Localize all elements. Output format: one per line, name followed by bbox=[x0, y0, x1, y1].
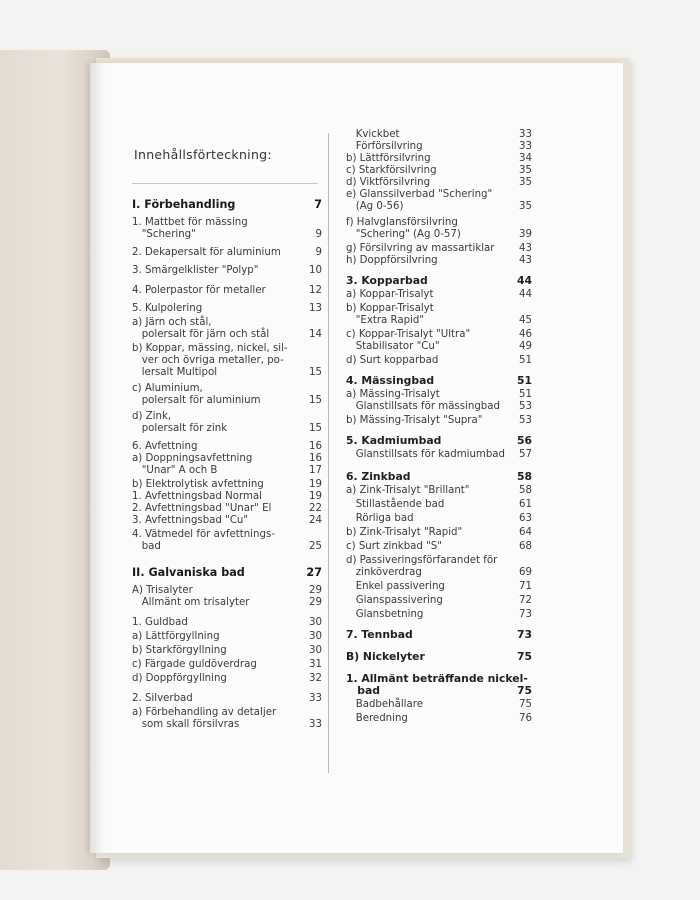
toc-entry-page: 63 bbox=[519, 513, 532, 524]
toc-entry-label: 4. Mässingbad bbox=[346, 374, 435, 387]
toc-entry-page: 64 bbox=[519, 527, 532, 538]
toc-entry-label: Allmänt om trisalyter bbox=[132, 597, 250, 608]
toc-entry-page: 25 bbox=[309, 541, 322, 552]
toc-entry-label: Glanstillsats för kadmiumbad bbox=[346, 449, 506, 460]
toc-entry-page: 19 bbox=[309, 491, 322, 502]
toc-entry-label: c) Starkförsilvring bbox=[346, 165, 437, 176]
toc-entry-label: a) Doppningsavfettning bbox=[132, 453, 253, 464]
toc-entry-label: b) Koppar-Trisalyt bbox=[346, 303, 434, 314]
toc-entry-page: 17 bbox=[309, 465, 322, 476]
toc-entry-label: lersalt Multipol bbox=[132, 367, 218, 378]
toc-entry-label: bad bbox=[132, 541, 161, 552]
toc-entry-label: 5. Kulpolering bbox=[132, 303, 203, 314]
toc-entry-page: 35 bbox=[519, 201, 532, 212]
toc-entry-label: polersalt för järn och stål bbox=[132, 329, 270, 340]
toc-entry-page: 53 bbox=[519, 415, 532, 426]
toc-entry-page: 39 bbox=[519, 229, 532, 240]
toc-entry-label: c) Färgade guldöverdrag bbox=[132, 659, 257, 670]
toc-entry-label: Förförsilvring bbox=[346, 141, 423, 152]
toc-entry-label: 4. Vätmedel för avfettnings- bbox=[132, 529, 275, 540]
toc-entry-label: Glanstillsats för mässingbad bbox=[346, 401, 500, 412]
toc-entry-label: 4. Polerpastor för metaller bbox=[132, 285, 266, 296]
toc-entry-label: d) Passiveringsförfarandet för bbox=[346, 555, 498, 566]
toc-entry-page: 33 bbox=[309, 693, 322, 704]
toc-entry-label: b) Zink-Trisalyt "Rapid" bbox=[346, 527, 463, 538]
toc-entry-page: 12 bbox=[309, 285, 322, 296]
toc-entry-label: polersalt för aluminium bbox=[132, 395, 261, 406]
toc-entry-page: 58 bbox=[519, 485, 532, 496]
toc-entry-label: Kvickbet bbox=[346, 129, 400, 140]
column-divider bbox=[328, 133, 329, 773]
toc-entry-label: (Ag 0-56) bbox=[346, 201, 404, 212]
toc-entry-label: 1. Allmänt beträffande nickel- bbox=[346, 672, 528, 685]
toc-entry-page: 34 bbox=[519, 153, 532, 164]
toc-entry-page: 69 bbox=[519, 567, 532, 578]
toc-entry-page: 51 bbox=[519, 389, 532, 400]
toc-entry-page: 68 bbox=[519, 541, 532, 552]
toc-entry-page: 75 bbox=[516, 684, 532, 697]
toc-entry-page: 49 bbox=[519, 341, 532, 352]
toc-entry-label: a) Mässing-Trisalyt bbox=[346, 389, 440, 400]
toc-entry-page: 7 bbox=[314, 198, 322, 211]
toc-entry-label: c) Koppar-Trisalyt "Ultra" bbox=[346, 329, 471, 340]
toc-entry-label: 1. Mattbet för mässing bbox=[132, 217, 248, 228]
toc-entry-label: e) Glanssilverbad "Schering" bbox=[346, 189, 493, 200]
toc-entry-label: a) Lättförgyllning bbox=[132, 631, 220, 642]
toc-entry-page: 15 bbox=[309, 367, 322, 378]
toc-entry-label: g) Försilvring av massartiklar bbox=[346, 243, 495, 254]
toc-entry-page: 24 bbox=[309, 515, 322, 526]
toc-entry-page: 10 bbox=[309, 265, 322, 276]
toc-entry-page: 44 bbox=[519, 289, 532, 300]
toc-entry-page: 73 bbox=[516, 628, 532, 641]
toc-entry-label: 3. Kopparbad bbox=[346, 274, 428, 287]
toc-title: Innehållsförteckning: bbox=[134, 147, 272, 162]
toc-entry-page: 35 bbox=[519, 165, 532, 176]
toc-entry-label: B) Nickelyter bbox=[346, 650, 425, 663]
toc-entry-page: 15 bbox=[309, 423, 322, 434]
toc-entry-page: 56 bbox=[516, 434, 532, 447]
toc-entry-label: som skall försilvras bbox=[132, 719, 240, 730]
toc-entry-label: d) Surt kopparbad bbox=[346, 355, 439, 366]
toc-entry-label: Stillastående bad bbox=[346, 499, 445, 510]
toc-entry-page: 13 bbox=[309, 303, 322, 314]
toc-entry-page: 31 bbox=[309, 659, 322, 670]
toc-entry-label: b) Elektrolytisk avfettning bbox=[132, 479, 264, 490]
toc-entry-label: Glanspassivering bbox=[346, 595, 443, 606]
toc-entry-page: 30 bbox=[309, 617, 322, 628]
toc-entry-label: "Schering" bbox=[132, 229, 196, 240]
toc-entry-label: bad bbox=[346, 684, 381, 697]
toc-entry-label: 2. Dekapersalt för aluminium bbox=[132, 247, 281, 258]
toc-entry-label: 7. Tennbad bbox=[346, 628, 413, 641]
toc-entry-page: 43 bbox=[519, 243, 532, 254]
toc-entry-label: polersalt för zink bbox=[132, 423, 228, 434]
toc-entry-label: d) Viktförsilvring bbox=[346, 177, 431, 188]
toc-entry-page: 58 bbox=[516, 470, 532, 483]
toc-entry-page: 29 bbox=[309, 597, 322, 608]
toc-entry-label: a) Förbehandling av detaljer bbox=[132, 707, 277, 718]
toc-entry-page: 43 bbox=[519, 255, 532, 266]
toc-entry-label: 6. Zinkbad bbox=[346, 470, 411, 483]
toc-entry-page: 30 bbox=[309, 645, 322, 656]
toc-entry-page: 16 bbox=[309, 453, 322, 464]
toc-entry-page: 71 bbox=[519, 581, 532, 592]
toc-entry-page: 51 bbox=[519, 355, 532, 366]
toc-entry-label: b) Koppar, mässing, nickel, sil- bbox=[132, 343, 288, 354]
toc-entry-page: 16 bbox=[309, 441, 322, 452]
heading-rule bbox=[132, 183, 318, 184]
toc-entry-label: a) Koppar-Trisalyt bbox=[346, 289, 434, 300]
toc-entry-page: 75 bbox=[519, 699, 532, 710]
toc-entry-page: 15 bbox=[309, 395, 322, 406]
toc-entry-label: 1. Avfettningsbad Normal bbox=[132, 491, 262, 502]
toc-entry-label: 1. Guldbad bbox=[132, 617, 188, 628]
toc-entry-label: Enkel passivering bbox=[346, 581, 445, 592]
toc-entry-page: 9 bbox=[315, 229, 322, 240]
toc-entry-page: 73 bbox=[519, 609, 532, 620]
toc-entry-label: d) Doppförgyllning bbox=[132, 673, 227, 684]
toc-entry-label: f) Halvglansförsilvring bbox=[346, 217, 458, 228]
toc-entry-label: zinköverdrag bbox=[346, 567, 422, 578]
toc-entry-label: 6. Avfettning bbox=[132, 441, 198, 452]
toc-entry-label: c) Surt zinkbad "S" bbox=[346, 541, 442, 552]
toc-entry-label: b) Lättförsilvring bbox=[346, 153, 431, 164]
toc-entry-page: 27 bbox=[306, 566, 322, 579]
toc-entry-page: 53 bbox=[519, 401, 532, 412]
toc-entry-page: 75 bbox=[516, 650, 532, 663]
toc-entry-page: 35 bbox=[519, 177, 532, 188]
toc-entry-label: "Extra Rapid" bbox=[346, 315, 425, 326]
toc-entry-page: 33 bbox=[309, 719, 322, 730]
toc-entry-label: c) Aluminium, bbox=[132, 383, 203, 394]
toc-entry-label: 2. Avfettningsbad "Unar" El bbox=[132, 503, 272, 514]
toc-entry-label: "Unar" A och B bbox=[132, 465, 218, 476]
toc-entry-page: 51 bbox=[516, 374, 532, 387]
toc-entry-page: 32 bbox=[309, 673, 322, 684]
toc-entry-label: Beredning bbox=[346, 713, 408, 724]
toc-entry-page: 9 bbox=[315, 247, 322, 258]
toc-entry-label: 3. Avfettningsbad "Cu" bbox=[132, 515, 249, 526]
toc-entry-page: 45 bbox=[519, 315, 532, 326]
toc-entry-label: Rörliga bad bbox=[346, 513, 414, 524]
toc-entry-page: 14 bbox=[309, 329, 322, 340]
toc-entry-label: I. Förbehandling bbox=[132, 198, 236, 211]
toc-entry-page: 33 bbox=[519, 129, 532, 140]
toc-entry-page: 44 bbox=[516, 274, 532, 287]
toc-entry-label: "Schering" (Ag 0-57) bbox=[346, 229, 461, 240]
toc-entry-page: 22 bbox=[309, 503, 322, 514]
toc-entry-page: 30 bbox=[309, 631, 322, 642]
toc-entry-page: 61 bbox=[519, 499, 532, 510]
toc-entry-page: 57 bbox=[519, 449, 532, 460]
toc-entry-page: 46 bbox=[519, 329, 532, 340]
toc-entry-label: a) Zink-Trisalyt "Brillant" bbox=[346, 485, 470, 496]
toc-entry-label: h) Doppförsilvring bbox=[346, 255, 438, 266]
toc-entry-label: A) Trisalyter bbox=[132, 585, 193, 596]
toc-entry-label: ver och övriga metaller, po- bbox=[132, 355, 284, 366]
toc-entry-page: 76 bbox=[519, 713, 532, 724]
toc-entry-label: Stabilisator "Cu" bbox=[346, 341, 440, 352]
toc-entry-label: a) Järn och stål, bbox=[132, 317, 212, 328]
toc-entry-page: 29 bbox=[309, 585, 322, 596]
toc-entry-label: Badbehållare bbox=[346, 699, 423, 710]
toc-entry-label: Glansbetning bbox=[346, 609, 424, 620]
toc-entry-label: b) Starkförgyllning bbox=[132, 645, 227, 656]
toc-entry-label: 3. Smärgelklister "Polyp" bbox=[132, 265, 259, 276]
toc-entry-label: d) Zink, bbox=[132, 411, 172, 422]
toc-entry-label: II. Galvaniska bad bbox=[132, 566, 245, 579]
toc-entry-page: 72 bbox=[519, 595, 532, 606]
toc-entry-label: b) Mässing-Trisalyt "Supra" bbox=[346, 415, 483, 426]
toc-entry-label: 5. Kadmiumbad bbox=[346, 434, 442, 447]
toc-entry-page: 33 bbox=[519, 141, 532, 152]
toc-page bbox=[90, 63, 623, 853]
toc-entry-label: 2. Silverbad bbox=[132, 693, 193, 704]
toc-entry-page: 19 bbox=[309, 479, 322, 490]
